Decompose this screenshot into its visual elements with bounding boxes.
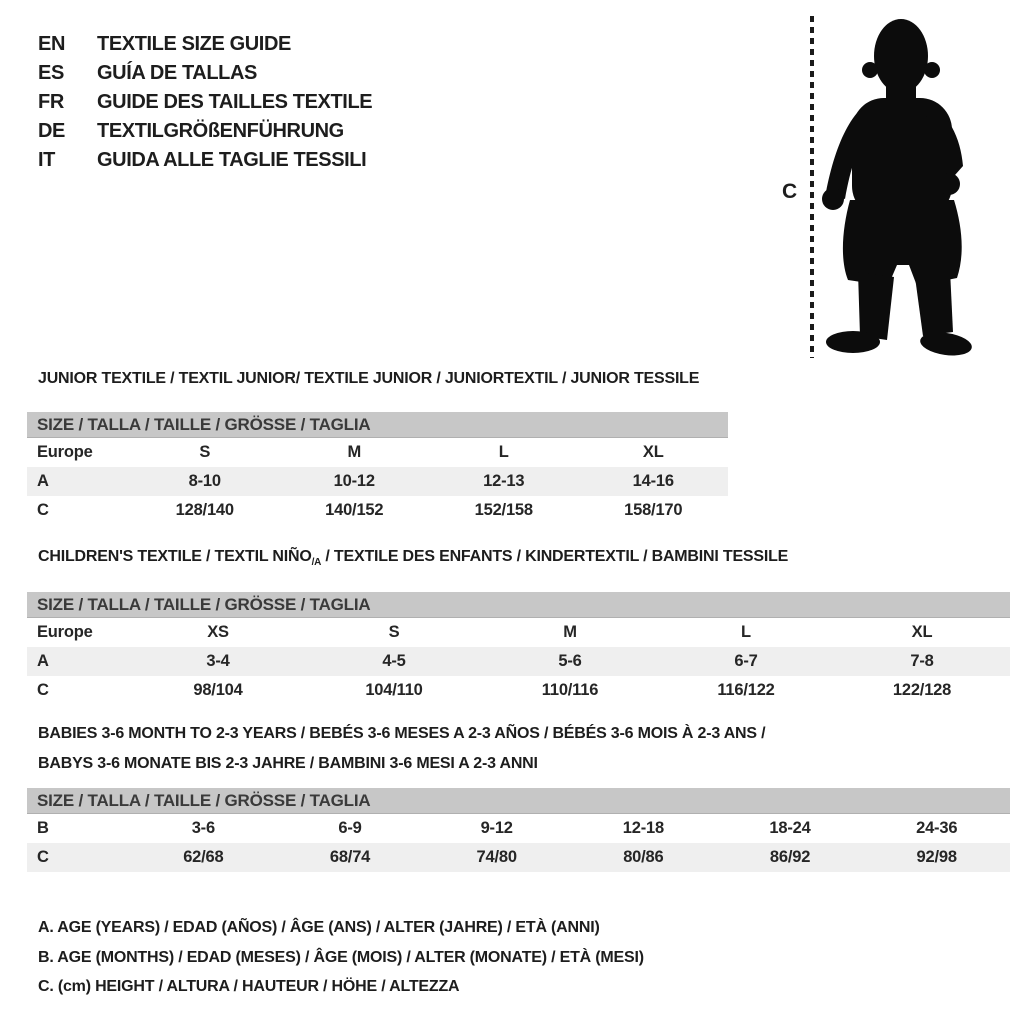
legend-line-b: B. AGE (MONTHS) / EDAD (MESES) / ÂGE (MOIS) / ALTER (MONATE) / ETÀ (MESI) [38, 948, 644, 966]
table-row-europe [27, 618, 1010, 647]
height-cell: 140/152 [325, 501, 384, 519]
size-cell: XL [642, 443, 664, 461]
row-label: Europe [37, 623, 93, 641]
age-cell: 3-6 [191, 819, 215, 837]
row-label: C [37, 848, 49, 866]
legend-line-a: A. AGE (YEARS) / EDAD (AÑOS) / ÂGE (ANS) / ALTER (JAHRE) / ETÀ (ANNI) [38, 919, 600, 936]
table-header: SIZE / TALLA / TAILLE / GRÖSSE / TAGLIA [27, 412, 728, 438]
age-cell: 6-7 [734, 652, 758, 670]
section-title-children [38, 548, 788, 568]
junior-size-table [27, 412, 728, 525]
size-cell: M [563, 623, 577, 641]
height-cell: 74/80 [476, 848, 517, 866]
age-cell: 5-6 [558, 652, 582, 670]
language-row-de [38, 117, 372, 146]
guide-title: GUIDA ALLE TAGLIE TESSILI [97, 149, 367, 171]
height-cell: 158/170 [624, 501, 683, 519]
row-label: Europe [37, 443, 93, 461]
language-row-it [38, 146, 372, 175]
height-cell: 62/68 [183, 848, 224, 866]
age-cell: 12-13 [483, 472, 525, 490]
legend [38, 913, 644, 1002]
guide-title: GUIDE DES TAILLES TEXTILE [97, 91, 373, 113]
row-label: B [37, 819, 49, 837]
height-cell: 116/122 [717, 681, 775, 699]
size-cell: S [199, 443, 211, 461]
size-cell: L [741, 623, 751, 641]
language-row-en [38, 30, 372, 59]
table-row-age [27, 467, 728, 496]
legend-line-c: C. (cm) HEIGHT / ALTURA / HAUTEUR / HÖHE / ALTEZZA [38, 978, 460, 995]
guide-title: TEXTILGRÖßENFÜHRUNG [97, 120, 344, 142]
height-cell: 122/128 [892, 681, 952, 699]
table-row-height [27, 496, 728, 525]
babies-size-table [27, 788, 1010, 872]
age-cell: 7-8 [910, 652, 934, 670]
title-subscript: /A [311, 557, 322, 568]
age-cell: 10-12 [333, 472, 375, 490]
table-header: SIZE / TALLA / TAILLE / GRÖSSE / TAGLIA [27, 788, 1010, 814]
table-row-age [27, 647, 1010, 676]
language-code: EN [38, 33, 65, 55]
height-cell: 86/92 [769, 848, 811, 866]
language-code: DE [38, 120, 65, 142]
language-row-fr [38, 88, 372, 117]
height-cell: 80/86 [623, 848, 664, 866]
age-cell: 12-18 [622, 819, 664, 837]
age-cell: 14-16 [632, 472, 674, 490]
row-label: A [37, 472, 49, 490]
language-code: FR [38, 91, 64, 113]
age-cell: 3-4 [206, 652, 230, 670]
size-cell: XL [911, 623, 933, 641]
language-code: ES [38, 62, 64, 84]
language-code: IT [38, 149, 55, 171]
age-cell: 24-36 [916, 819, 958, 837]
language-row-es [38, 59, 372, 88]
table-row-height [27, 676, 1010, 705]
title-text: CHILDREN'S TEXTILE / TEXTIL NIÑO [38, 548, 312, 565]
table-row-europe [27, 438, 728, 467]
height-cell: 152/158 [474, 501, 533, 519]
age-cell: 4-5 [382, 652, 406, 670]
height-cell: 128/140 [175, 501, 234, 519]
row-label: C [37, 681, 49, 699]
height-cell: 110/116 [541, 681, 599, 699]
height-cell: 98/104 [193, 681, 243, 699]
age-cell: 6-9 [338, 819, 362, 837]
row-label: A [37, 652, 49, 670]
size-cell: M [347, 443, 362, 461]
title-text: / TEXTILE DES ENFANTS / KINDERTEXTIL / BAMBINI TESSILE [321, 548, 789, 565]
baby-silhouette-icon [800, 14, 978, 359]
title-line: BABIES 3-6 MONTH TO 2-3 YEARS / BEBÉS 3-6 MESES A 2-3 AÑOS / BÉBÉS 3-6 MOIS À 2-3 ANS / [38, 725, 766, 742]
size-cell: S [388, 623, 400, 641]
language-title-list [38, 30, 372, 175]
children-size-table [27, 592, 1010, 705]
age-cell: 9-12 [480, 819, 513, 837]
height-cell: 92/98 [916, 848, 957, 866]
guide-title: GUÍA DE TALLAS [97, 62, 257, 84]
height-figure [780, 12, 990, 367]
age-cell: 18-24 [769, 819, 811, 837]
height-cell: 104/110 [365, 681, 423, 699]
table-header: SIZE / TALLA / TAILLE / GRÖSSE / TAGLIA [27, 592, 1010, 618]
height-measure-label: C [782, 180, 798, 203]
age-cell: 8-10 [188, 472, 221, 490]
size-cell: XS [207, 623, 229, 641]
title-line: BABYS 3-6 MONATE BIS 2-3 JAHRE / BAMBINI 3-6 MESI A 2-3 ANNI [38, 755, 538, 772]
size-cell: L [498, 443, 509, 461]
guide-title: TEXTILE SIZE GUIDE [97, 33, 291, 55]
height-cell: 68/74 [329, 848, 371, 866]
row-label: C [37, 501, 49, 519]
table-row-age-months [27, 814, 1010, 843]
table-row-height [27, 843, 1010, 872]
section-title-junior: JUNIOR TEXTILE / TEXTIL JUNIOR/ TEXTILE JUNIOR / JUNIORTEXTIL / JUNIOR TESSILE [38, 370, 700, 387]
section-title-babies [38, 719, 868, 779]
